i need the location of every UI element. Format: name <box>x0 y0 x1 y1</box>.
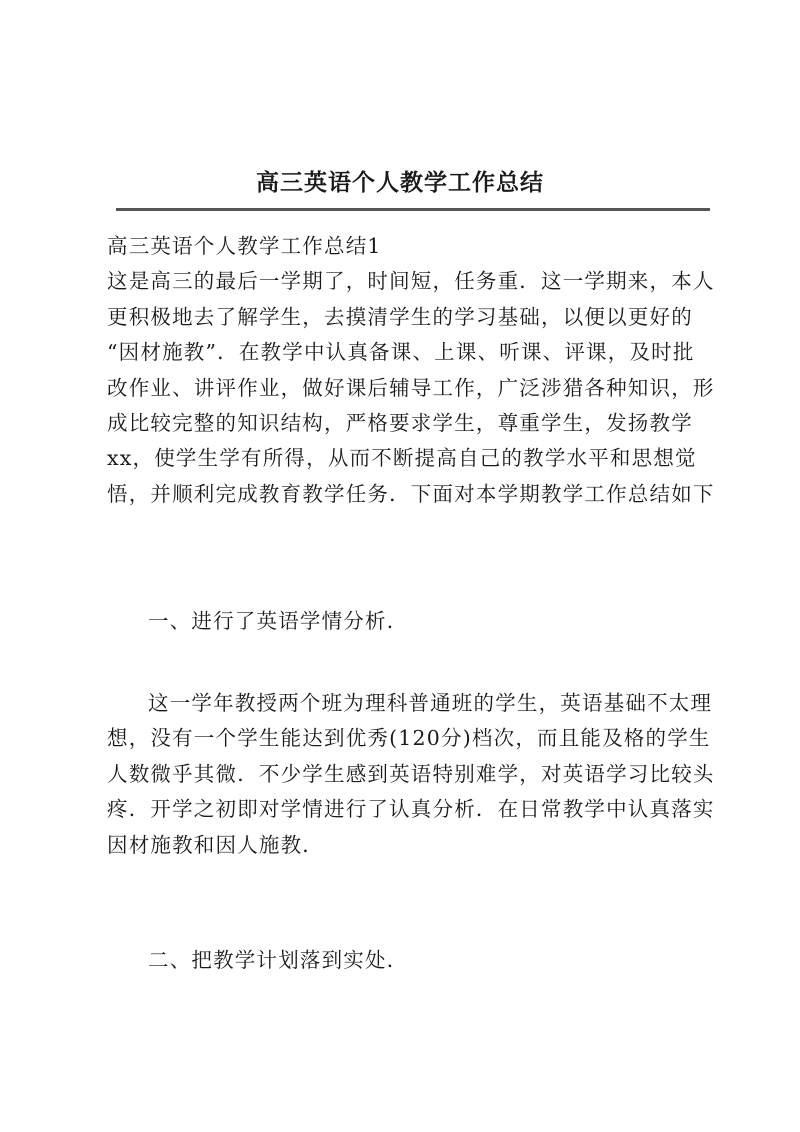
intro-line: 改作业、讲评作业，做好课后辅导工作，广泛涉猎各种知识，形 <box>107 375 715 400</box>
intro-line: 悟，并顺利完成教育教学任务．下面对本学期教学工作总结如下 <box>107 481 715 506</box>
document-title: 高三英语个人教学工作总结 <box>256 169 544 196</box>
title-divider <box>116 208 710 211</box>
paragraph-line: 这一学年教授两个班为理科普通班的学生，英语基础不太理 <box>148 691 713 715</box>
section1-paragraph <box>107 686 713 863</box>
paragraph-line: 因材施教和因人施教． <box>107 832 324 857</box>
intro-line: “因材施教”．在教学中认真备课、上课、听课、评课，及时批 <box>107 340 695 365</box>
section-heading-1: 一、进行了英语学情分析． <box>148 609 409 633</box>
intro-line: 成比较完整的知识结构，严格要求学生，尊重学生，发扬教学 <box>107 411 693 436</box>
paragraph-line: 想，没有一个学生能达到优秀(120分)档次，而且能及格的学生 <box>107 726 711 751</box>
intro-block <box>107 229 713 512</box>
intro-line: 这是高三的最后一学期了，时间短，任务重．这一学期来，本人 <box>107 269 715 294</box>
intro-line: 更积极地去了解学生，去摸清学生的学习基础，以便以更好的 <box>107 304 693 329</box>
document-subtitle: 高三英语个人教学工作总结1 <box>107 234 382 258</box>
paragraph-line: 人数微乎其微．不少学生感到英语特别难学，对英语学习比较头 <box>107 761 715 786</box>
paragraph-line: 疼．开学之初即对学情进行了认真分析．在日常教学中认真落实 <box>107 797 715 822</box>
intro-line: xx，使学生学有所得，从而不断提高自己的教学水平和思想觉 <box>107 446 697 471</box>
section-heading-2: 二、把教学计划落到实处． <box>148 948 409 972</box>
